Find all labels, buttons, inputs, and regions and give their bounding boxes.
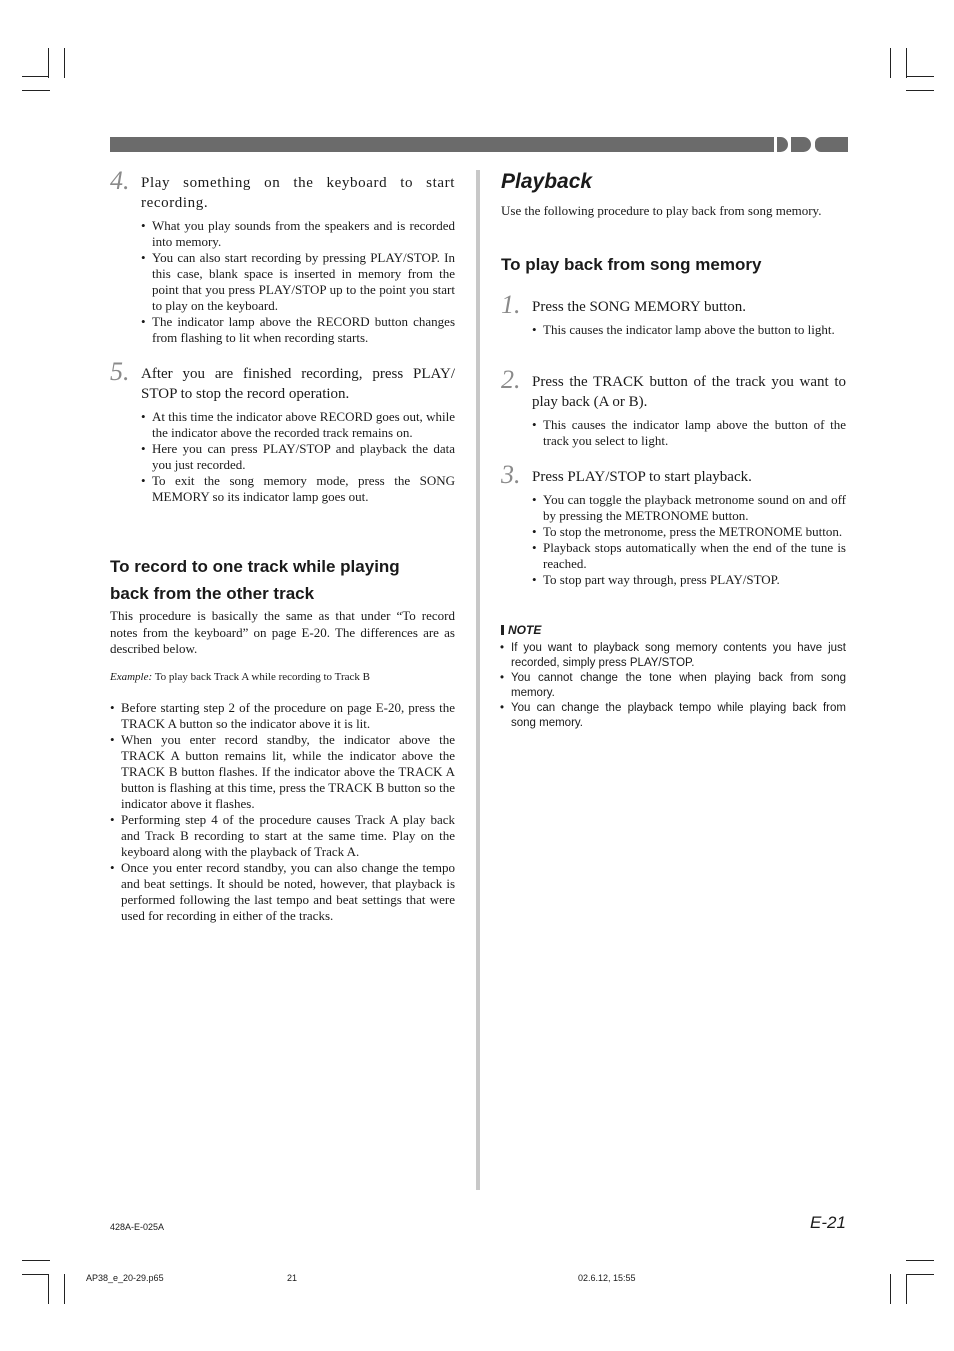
step-number: 2.	[501, 365, 521, 394]
header-bar-chevron	[791, 137, 811, 152]
intro-text: Use the following procedure to play back from song memory.	[501, 203, 822, 218]
list-item: • You can toggle the playback metronome sound on and off by pressing the METRONOME button.	[532, 492, 846, 524]
list-item: • Playback stops automatically when the end of the tune is reached.	[532, 540, 846, 572]
page-title: Playback	[501, 170, 593, 193]
crop-mark	[64, 1274, 65, 1304]
list-item: • Here you can press PLAY/STOP and playback the data you just recorded.	[141, 441, 455, 473]
step-bullet-list	[141, 218, 455, 346]
list-item: • What you play sounds from the speakers and is recorded into memory.	[141, 218, 455, 250]
crop-mark	[906, 76, 934, 77]
crop-mark	[22, 1260, 50, 1261]
document-code: 428A-E-025A	[110, 1222, 165, 1232]
list-item: • Performing step 4 of the procedure causes Track A play back and Track B recording to start at the same time. Play on the keyboard along with the playback of Track A.	[110, 812, 455, 860]
step-number: 4.	[110, 166, 130, 195]
list-item: • To stop the metronome, press the METRONOME button.	[532, 524, 846, 540]
list-item: • To stop part way through, press PLAY/STOP.	[532, 572, 846, 588]
step-number: 3.	[501, 460, 521, 489]
crop-mark	[906, 1274, 907, 1304]
header-bar-end	[815, 137, 848, 152]
section-heading: To record to one track while playing back from the other track	[110, 557, 400, 603]
step-bullet-list	[532, 417, 846, 449]
section-bullet-list	[110, 700, 455, 924]
example-line	[110, 671, 370, 683]
step-bullet-list	[532, 322, 846, 338]
step-text: After you are finished recording, press PLAY/ STOP to stop the record operation.	[141, 366, 455, 402]
step-bullet-list	[532, 492, 846, 588]
crop-mark	[22, 90, 50, 91]
list-item: • If you want to playback song memory contents you have just recorded, simply press PLAY/STOP.	[500, 641, 846, 671]
list-item: • Before starting step 2 of the procedure on page E-20, press the TRACK A button so the indicator above it is lit.	[110, 700, 455, 732]
crop-mark	[906, 1260, 934, 1261]
step-number: 5.	[110, 357, 130, 386]
step-text: Press the SONG MEMORY button.	[532, 299, 747, 315]
footer-page-number: 21	[287, 1273, 298, 1283]
section-intro: This procedure is basically the same as that under “To record notes from the keyboard” on page E-20. The differences are as described below.	[110, 608, 455, 656]
step-number: 1.	[501, 290, 521, 319]
crop-mark	[890, 48, 891, 78]
crop-mark	[22, 76, 49, 77]
note-label: NOTE	[508, 623, 542, 637]
example-text: To play back Track A while recording to Track B	[154, 671, 370, 683]
list-item: • To exit the song memory mode, press the SONG MEMORY so its indicator lamp goes out.	[141, 473, 455, 505]
crop-mark	[48, 1274, 49, 1304]
list-item: • The indicator lamp above the RECORD button changes from flashing to lit when recording starts.	[141, 314, 455, 346]
page-label: E-21	[810, 1213, 846, 1232]
subheading: To play back from song memory	[501, 255, 762, 274]
list-item: • You can also start recording by pressing PLAY/STOP. In this case, blank space is inserted in memory from the point that you press PLAY/STOP up to the point you start to play on the keyboard.	[141, 250, 455, 314]
list-item: • When you enter record standby, the indicator above the TRACK A button remains lit, while the indicator above the TRACK B button flashes. If the indicator above the TRACK A button is flashing at this time, press the TRACK B button so the indicator above it flashes.	[110, 732, 455, 812]
crop-mark	[890, 1274, 891, 1304]
crop-mark	[906, 48, 907, 78]
example-label: Example:	[110, 671, 153, 683]
crop-mark	[22, 1274, 49, 1275]
note-icon	[501, 625, 504, 635]
list-item: • This causes the indicator lamp above the button to light.	[532, 322, 846, 338]
file-name: AP38_e_20-29.p65	[86, 1273, 164, 1283]
step-bullet-list	[141, 409, 455, 505]
crop-mark	[48, 48, 49, 78]
step-text: Press the TRACK button of the track you want to play back (A or B).	[532, 374, 846, 410]
list-item: • You cannot change the tone when playing back from song memory.	[500, 671, 846, 701]
crop-mark	[64, 48, 65, 78]
column-divider	[476, 170, 480, 1190]
list-item: • At this time the indicator above RECORD goes out, while the indicator above the recorded track remains on.	[141, 409, 455, 441]
header-bar	[110, 137, 848, 152]
header-bar-chevron	[777, 137, 788, 152]
list-item: • This causes the indicator lamp above the button of the track you select to light.	[532, 417, 846, 449]
crop-mark	[906, 90, 934, 91]
list-item: • Once you enter record standby, you can also change the tempo and beat settings. It should be noted, however, that playback is performed following the last tempo and beat settings that were used for recording in either of the tracks.	[110, 860, 455, 924]
note-bullet-list	[500, 641, 846, 731]
note-header	[501, 623, 541, 637]
header-bar-main	[110, 137, 774, 152]
crop-mark	[906, 1274, 934, 1275]
list-item: • You can change the playback tempo while playing back from song memory.	[500, 701, 846, 731]
footer-date: 02.6.12, 15:55	[578, 1273, 636, 1283]
step-text: Play something on the keyboard to start recording.	[141, 175, 455, 211]
step-text: Press PLAY/STOP to start playback.	[532, 469, 752, 485]
